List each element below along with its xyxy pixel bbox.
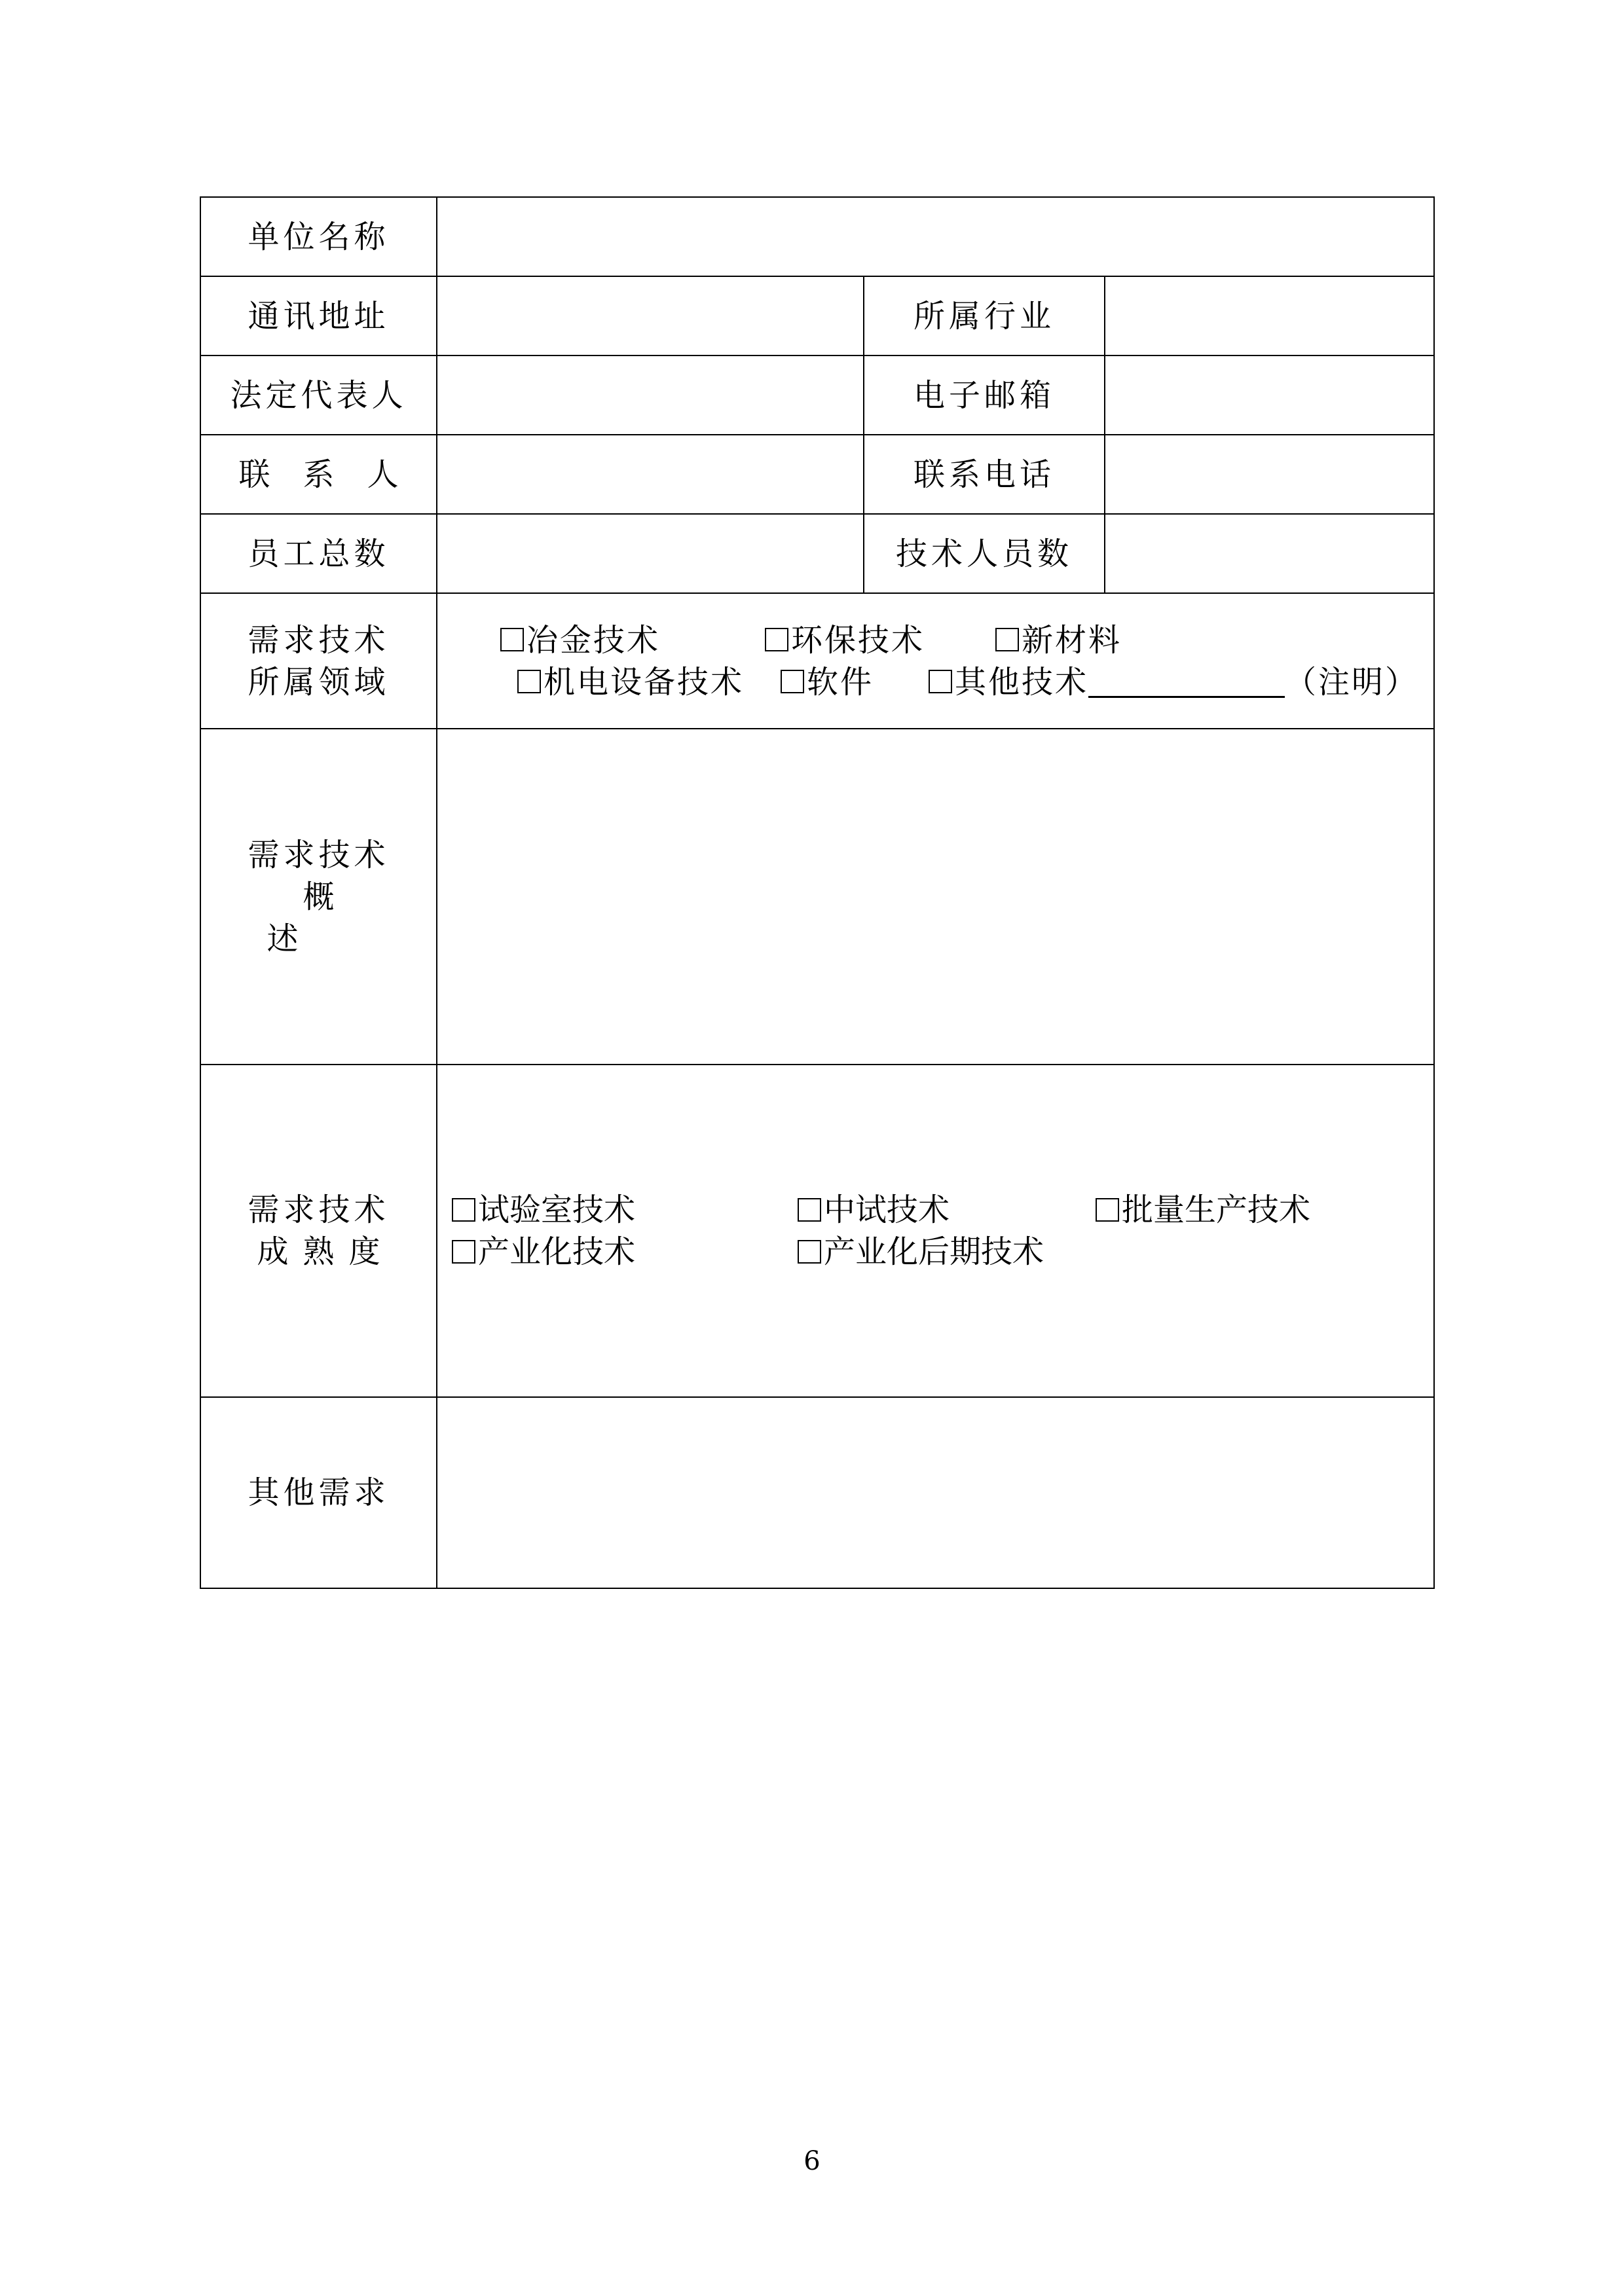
contact-phone-label: 联系电话 [864,435,1105,514]
row-tech-domain [200,593,1434,729]
email-label: 电子邮箱 [864,355,1105,435]
domain-label-line2: 所属领域 [248,663,390,701]
row-address-industry [200,276,1434,355]
domain-options [437,593,1434,729]
checkbox-icon[interactable] [995,628,1019,651]
address-label: 通讯地址 [200,276,437,355]
summary-label [200,729,437,1065]
checkbox-icon[interactable] [452,1240,475,1264]
domain-options-line1 [437,619,1433,661]
staff-total-label: 员工总数 [200,514,437,593]
maturity-option-late-industrialized[interactable]: 产业化后期技术 [798,1231,1044,1273]
domain-option-electromechanical[interactable]: 机电设备技术 [517,661,744,703]
domain-option-other[interactable]: 其他技术 （注明） [929,661,1418,703]
domain-option-software[interactable]: 软件 [781,661,874,703]
row-other-needs [200,1397,1434,1588]
contact-label: 联系人 [200,435,437,514]
tech-staff-field[interactable] [1105,514,1434,593]
industry-field[interactable] [1105,276,1434,355]
maturity-label-line2: 成熟度 [257,1233,395,1270]
maturity-option-industrialized[interactable]: 产业化技术 [452,1231,635,1273]
row-tech-maturity [200,1065,1434,1397]
domain-label [200,593,437,729]
summary-field[interactable] [437,729,1434,1065]
row-unit-name [200,197,1434,276]
maturity-label-line1: 需求技术 [248,1192,390,1228]
staff-total-field[interactable] [437,514,864,593]
row-staff [200,514,1434,593]
checkbox-icon[interactable] [929,670,952,693]
domain-options-line2 [437,661,1433,703]
domain-option-metallurgy[interactable]: 冶金技术 [500,619,660,661]
checkbox-icon[interactable] [1096,1198,1119,1222]
summary-label-line1: 需求技术 [248,836,390,873]
maturity-option-pilot[interactable]: 中试技术 [798,1189,950,1231]
contact-phone-field[interactable] [1105,435,1434,514]
maturity-options-line2 [437,1231,1433,1273]
checkbox-icon[interactable] [781,670,804,693]
tech-staff-label: 技术人员数 [864,514,1105,593]
maturity-options [437,1065,1434,1397]
checkbox-icon[interactable] [500,628,524,651]
summary-label-line2: 概述 [267,878,407,957]
checkbox-icon[interactable] [798,1240,821,1264]
row-contact-phone [200,435,1434,514]
email-field[interactable] [1105,355,1434,435]
other-tech-blank[interactable] [1088,667,1285,698]
maturity-options-line1 [437,1189,1433,1231]
other-needs-label: 其他需求 [200,1397,437,1588]
maturity-label [200,1065,437,1397]
other-needs-field[interactable] [437,1397,1434,1588]
legal-rep-field[interactable] [437,355,864,435]
contact-field[interactable] [437,435,864,514]
domain-label-line1: 需求技术 [248,621,390,659]
maturity-option-lab[interactable]: 试验室技术 [452,1189,635,1231]
checkbox-icon[interactable] [765,628,788,651]
checkbox-icon[interactable] [517,670,541,693]
page-number: 6 [803,2146,821,2176]
maturity-option-batch[interactable]: 批量生产技术 [1096,1189,1310,1231]
checkbox-icon[interactable] [798,1198,821,1222]
unit-name-field[interactable] [437,197,1434,276]
row-legal-rep-email [200,355,1434,435]
industry-label: 所属行业 [864,276,1105,355]
address-field[interactable] [437,276,864,355]
domain-option-environmental[interactable]: 环保技术 [765,619,925,661]
unit-name-label: 单位名称 [200,197,437,276]
checkbox-icon[interactable] [452,1198,475,1222]
enterprise-tech-demand-form [200,196,1435,1589]
legal-rep-label: 法定代表人 [200,355,437,435]
row-tech-summary [200,729,1434,1065]
domain-option-new-materials[interactable]: 新材料 [995,619,1122,661]
